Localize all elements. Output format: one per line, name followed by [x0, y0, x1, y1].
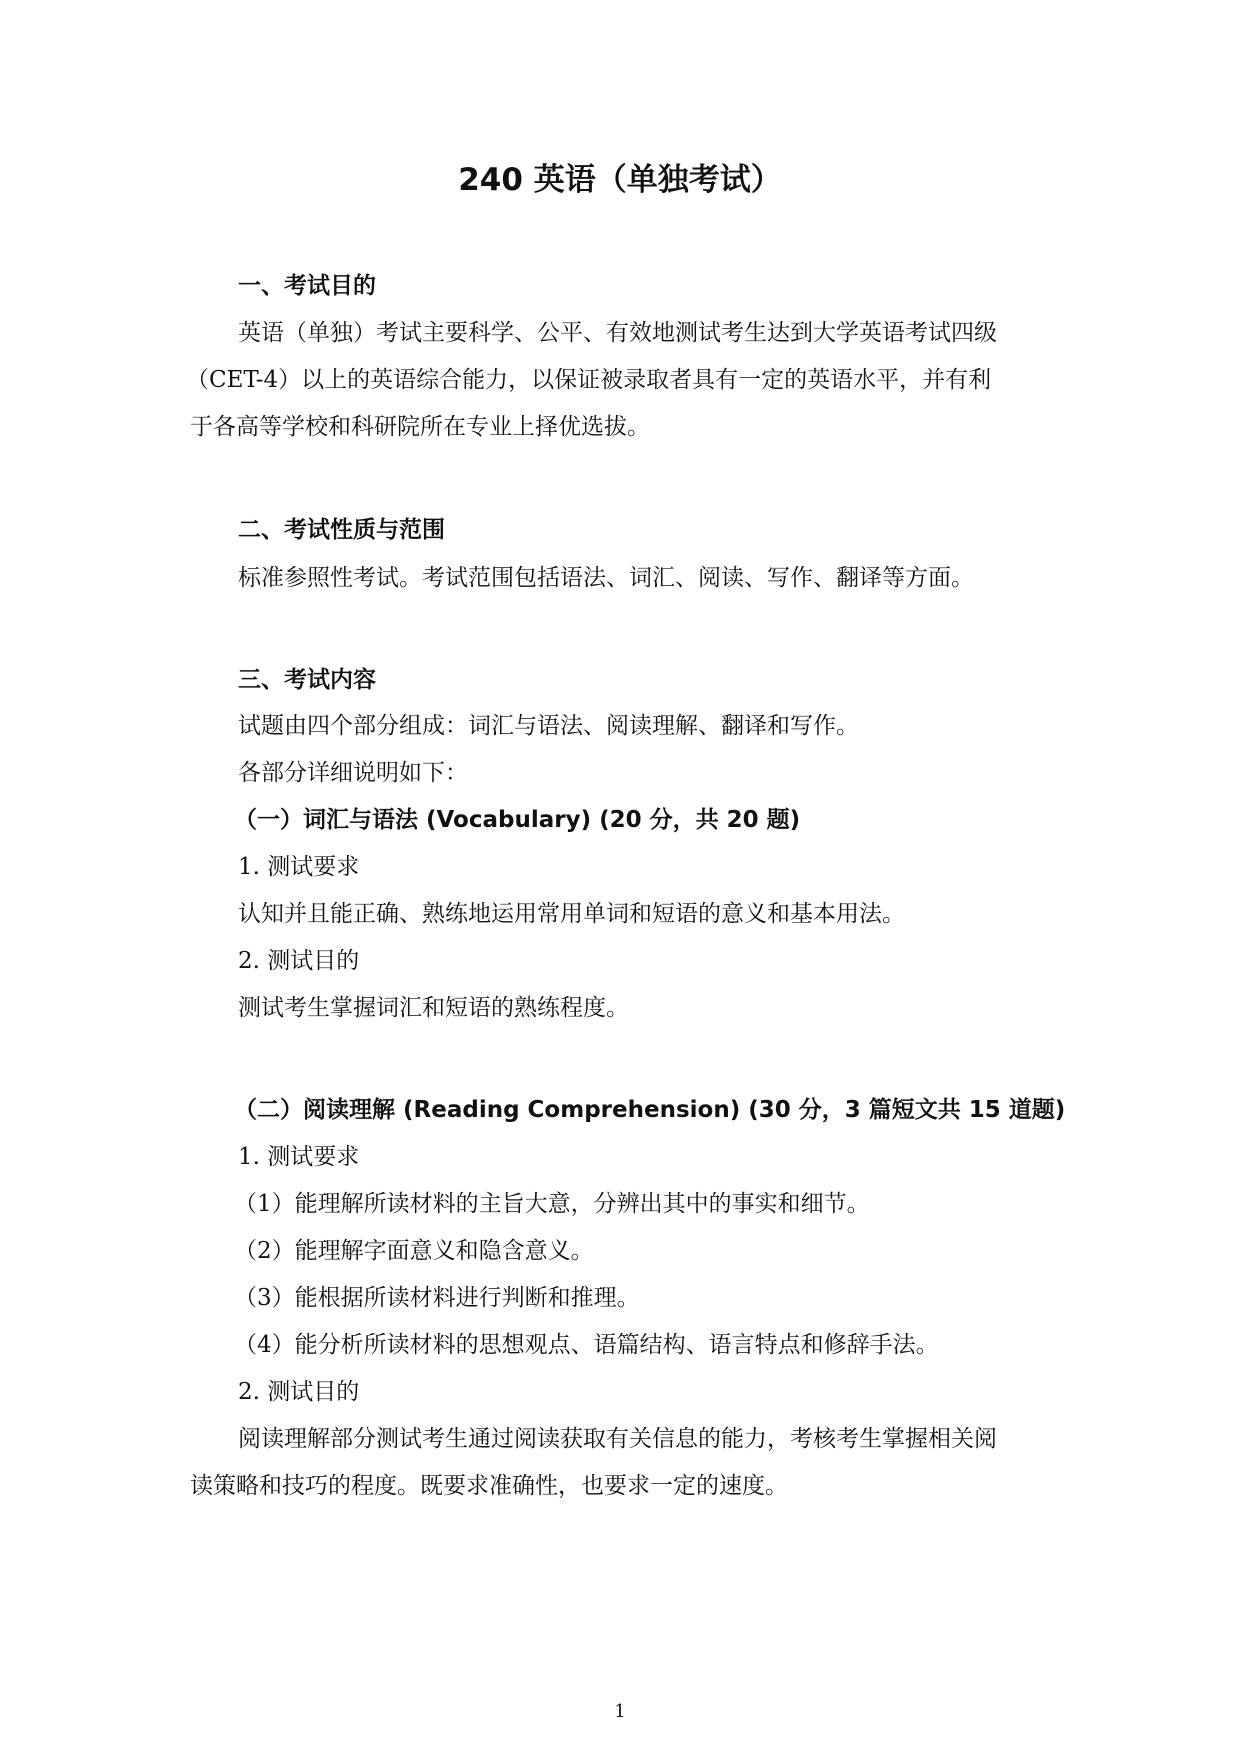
part1-requirement-title: 1. 测试要求 [238, 854, 360, 880]
document-title: 240 英语（单独考试） [458, 162, 782, 198]
section2-heading: 二、考试性质与范围 [238, 517, 445, 543]
part1-purpose-title: 2. 测试目的 [238, 948, 360, 974]
part2-purpose-title: 2. 测试目的 [238, 1379, 360, 1405]
section1-paragraph-line-3: 于各高等学校和科研院所在专业上择优选拔。 [190, 414, 650, 440]
section1-heading: 一、考试目的 [238, 273, 376, 299]
part2-heading: （二）阅读理解 (Reading Comprehension) (30 分，3 篇短文共 15 道题) [234, 1097, 1066, 1123]
section1-paragraph-line-1: 英语（单独）考试主要科学、公平、有效地测试考生达到大学英语考试四级 [238, 320, 997, 346]
part1-purpose-text: 测试考生掌握词汇和短语的熟练程度。 [238, 995, 629, 1021]
section1-paragraph-line-2: （CET-4）以上的英语综合能力，以保证被录取者具有一定的英语水平，并有利 [186, 367, 992, 393]
section2-paragraph: 标准参照性考试。考试范围包括语法、词汇、阅读、写作、翻译等方面。 [238, 565, 974, 591]
page-number: 1 [614, 1701, 626, 1722]
part2-requirement-item-2: （2）能理解字面意义和隐含意义。 [234, 1238, 594, 1264]
part2-requirement-item-3: （3）能根据所读材料进行判断和推理。 [234, 1285, 640, 1311]
section3-intro-2: 各部分详细说明如下： [238, 760, 468, 786]
part2-purpose-line-2: 读策略和技巧的程度。既要求准确性，也要求一定的速度。 [190, 1473, 788, 1499]
section3-heading: 三、考试内容 [238, 667, 376, 693]
part1-requirement-text: 认知并且能正确、熟练地运用常用单词和短语的意义和基本用法。 [238, 901, 905, 927]
part2-purpose-line-1: 阅读理解部分测试考生通过阅读获取有关信息的能力，考核考生掌握相关阅 [238, 1426, 997, 1452]
part1-heading: （一）词汇与语法 (Vocabulary) (20 分，共 20 题) [234, 807, 801, 833]
part2-requirement-item-4: （4）能分析所读材料的思想观点、语篇结构、语言特点和修辞手法。 [234, 1332, 939, 1358]
part2-requirement-title: 1. 测试要求 [238, 1144, 360, 1170]
part2-requirement-item-1: （1）能理解所读材料的主旨大意，分辨出其中的事实和细节。 [234, 1191, 870, 1217]
section3-intro-1: 试题由四个部分组成：词汇与语法、阅读理解、翻译和写作。 [238, 713, 859, 739]
